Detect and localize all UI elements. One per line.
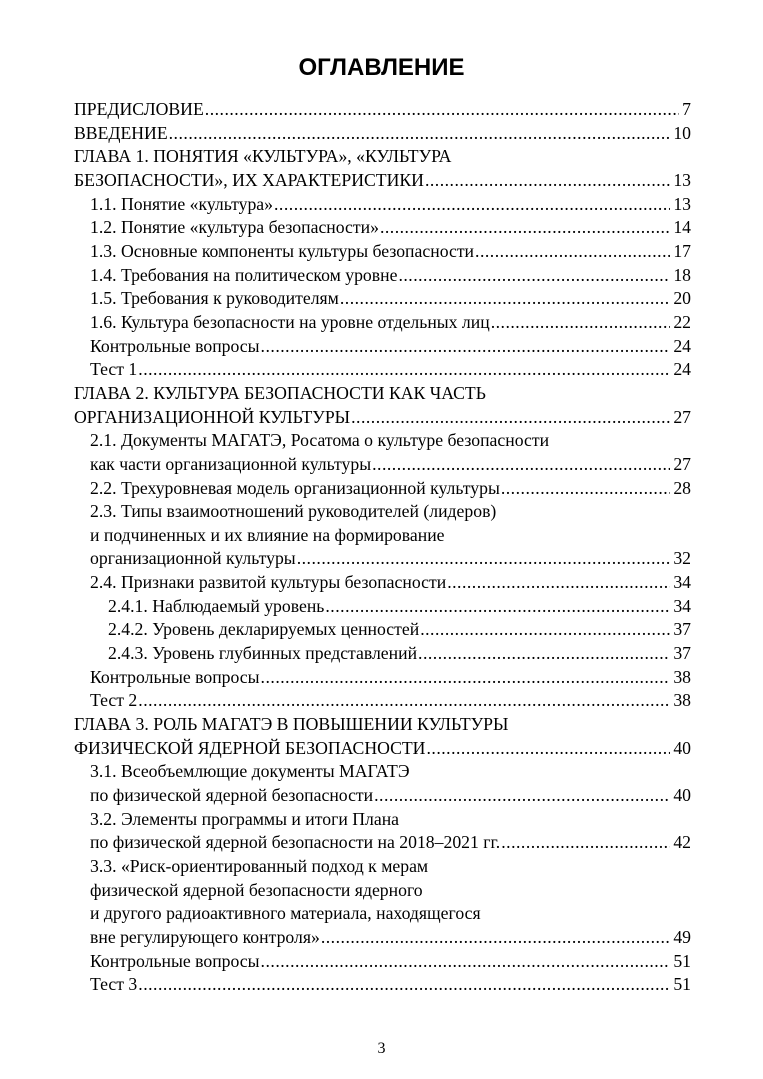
toc-entry-title: по физической ядерной безопасности: [90, 785, 374, 806]
toc-entry-section-1-5[interactable]: [74, 287, 691, 311]
dot-leader: [320, 926, 670, 950]
toc-entry-questions-1[interactable]: [74, 335, 691, 359]
toc-entry-section-1-2[interactable]: [74, 216, 691, 240]
toc-entry-section-3-2[interactable]: [74, 808, 691, 855]
dot-leader: [260, 950, 671, 974]
toc-entry-title: 1.6. Культура безопасности на уровне отдельных лиц: [90, 311, 490, 332]
dot-leader: [137, 689, 670, 713]
toc-page-number: 37: [673, 643, 691, 664]
toc-entry-title: Тест 1: [90, 359, 138, 380]
toc-entry-chapter-3[interactable]: [74, 713, 691, 760]
toc-page-number: 38: [673, 666, 691, 687]
toc-entry-title: Тест 3: [90, 974, 138, 995]
toc-entry-title: ПРЕДИСЛОВИЕ: [74, 99, 204, 119]
dot-leader: [417, 642, 670, 666]
toc-entry-title: и другого радиоактивного материала, находящегося: [90, 903, 481, 924]
toc-entry-title: ФИЗИЧЕСКОЙ ЯДЕРНОЙ БЕЗОПАСНОСТИ: [74, 737, 426, 758]
toc-entry-title: ГЛАВА 2. КУЛЬТУРА БЕЗОПАСНОСТИ КАК ЧАСТЬ: [74, 382, 486, 403]
toc-entry-questions-2[interactable]: [74, 666, 691, 690]
dot-leader: [339, 287, 670, 311]
toc-page-number: 10: [673, 122, 691, 143]
dot-leader: [350, 406, 670, 430]
dot-leader: [474, 240, 670, 264]
table-of-contents: [74, 98, 691, 997]
toc-entry-title: 3.1. Всеобъемлющие документы МАГАТЭ: [90, 761, 410, 782]
toc-page-number: 20: [673, 288, 691, 309]
dot-leader: [379, 216, 670, 240]
toc-entry-section-1-1[interactable]: [74, 193, 691, 217]
toc-entry-section-1-4[interactable]: [74, 264, 691, 288]
toc-entry-title: Контрольные вопросы: [90, 335, 260, 356]
dot-leader: [371, 453, 670, 477]
dot-leader: [137, 358, 670, 382]
toc-page-number: 27: [673, 406, 691, 427]
toc-entry-title: 1.4. Требования на политическом уровне: [90, 264, 398, 285]
toc-entry-title: 2.4. Признаки развитой культуры безопасности: [90, 572, 447, 593]
toc-entry-title: 1.1. Понятие «культура»: [90, 193, 273, 214]
toc-entry-title: 1.3. Основные компоненты культуры безопасности: [90, 240, 475, 261]
dot-leader: [324, 595, 670, 619]
dot-leader: [137, 973, 670, 997]
dot-leader: [260, 666, 671, 690]
dot-leader: [260, 335, 671, 359]
toc-entry-introduction[interactable]: [74, 122, 691, 146]
toc-page-number: 27: [673, 453, 691, 474]
dot-leader: [273, 193, 670, 217]
toc-entry-section-1-6[interactable]: [74, 311, 691, 335]
toc-entry-section-2-4-1[interactable]: [74, 595, 691, 619]
toc-entry-section-3-1[interactable]: [74, 760, 691, 807]
toc-entry-section-2-4-3[interactable]: [74, 642, 691, 666]
toc-entry-test-1[interactable]: [74, 358, 691, 382]
toc-page-number: 51: [673, 950, 691, 971]
page-number: 3: [377, 1040, 386, 1057]
dot-leader: [397, 264, 670, 288]
toc-entry-section-2-4[interactable]: [74, 571, 691, 595]
toc-page-number: 28: [673, 477, 691, 498]
toc-entry-section-2-4-2[interactable]: [74, 618, 691, 642]
toc-entry-title: ВВЕДЕНИЕ: [74, 122, 168, 143]
dot-leader: [419, 618, 670, 642]
toc-page-number: 24: [673, 359, 691, 380]
toc-entry-section-2-2[interactable]: [74, 477, 691, 501]
toc-entry-chapter-2[interactable]: [74, 382, 691, 429]
toc-entry-section-2-3[interactable]: [74, 500, 691, 571]
dot-leader: [500, 831, 670, 855]
toc-page-number: 37: [673, 619, 691, 640]
toc-entry-title: 3.3. «Риск-ориентированный подход к мерам: [90, 856, 429, 876]
toc-entry-questions-3[interactable]: [74, 950, 691, 974]
toc-entry-section-3-3[interactable]: [74, 855, 691, 950]
toc-page-number: 40: [673, 785, 691, 806]
dot-leader: [500, 477, 670, 501]
toc-page-number: 22: [673, 311, 691, 332]
toc-page-number: 13: [673, 169, 691, 190]
dot-leader: [424, 169, 670, 193]
toc-entry-title: как части организационной культуры: [90, 453, 372, 474]
toc-page-number: 17: [673, 240, 691, 261]
toc-entry-title: 2.3. Типы взаимоотношений руководителей (лидеров): [90, 501, 497, 522]
toc-entry-title: вне регулирующего контроля»: [90, 926, 320, 947]
toc-page-number: 38: [673, 690, 691, 711]
dot-leader: [425, 737, 670, 761]
dot-leader: [446, 571, 670, 595]
toc-entry-title: 2.2. Трехуровневая модель организационной культуры: [90, 477, 500, 498]
toc-entry-title: 2.4.3. Уровень глубинных представлений: [108, 643, 418, 664]
toc-page-number: 18: [673, 264, 691, 285]
toc-page-number: 13: [673, 193, 691, 214]
toc-page-number: 7: [682, 99, 691, 119]
toc-entry-title: 1.5. Требования к руководителям: [90, 288, 339, 309]
toc-entry-title: 1.2. Понятие «культура безопасности»: [90, 217, 379, 238]
toc-entry-title: ГЛАВА 1. ПОНЯТИЯ «КУЛЬТУРА», «КУЛЬТУРА: [74, 146, 452, 167]
toc-page-number: 32: [673, 548, 691, 569]
dot-leader: [168, 122, 671, 146]
toc-page-number: 42: [673, 832, 691, 853]
dot-leader: [296, 547, 671, 571]
toc-entry-preface[interactable]: [74, 98, 691, 122]
dot-leader: [204, 98, 679, 122]
toc-entry-chapter-1[interactable]: [74, 145, 691, 192]
toc-entry-title: ОРГАНИЗАЦИОННОЙ КУЛЬТУРЫ: [74, 406, 351, 427]
toc-entry-test-2[interactable]: [74, 689, 691, 713]
toc-entry-title: по физической ядерной безопасности на 2018–2021 гг.: [90, 832, 501, 853]
toc-entry-title: Контрольные вопросы: [90, 950, 260, 971]
toc-page-number: 40: [673, 737, 691, 758]
toc-entry-title: 3.2. Элементы программы и итоги Плана: [90, 808, 400, 829]
toc-entry-title: и подчиненных и их влияние на формирование: [90, 524, 445, 545]
toc-entry-title: физической ядерной безопасности ядерного: [90, 879, 423, 900]
toc-page-number: 51: [673, 974, 691, 995]
toc-entry-title: Тест 2: [90, 690, 138, 711]
toc-page-number: 34: [673, 595, 691, 616]
toc-entry-section-2-1[interactable]: [74, 429, 691, 476]
toc-page-number: 14: [673, 217, 691, 238]
toc-page-number: 34: [673, 572, 691, 593]
toc-entry-section-1-3[interactable]: [74, 240, 691, 264]
dot-leader: [490, 311, 671, 335]
toc-entry-title: 2.4.1. Наблюдаемый уровень: [108, 595, 325, 616]
toc-page-number: 24: [673, 335, 691, 356]
toc-page-number: 49: [673, 926, 691, 947]
toc-entry-title: БЕЗОПАСНОСТИ», ИХ ХАРАКТЕРИСТИКИ: [74, 169, 424, 190]
toc-entry-title: 2.1. Документы МАГАТЭ, Росатома о культуре безопасности: [90, 430, 550, 451]
toc-entry-title: организационной культуры: [90, 548, 296, 569]
dot-leader: [373, 784, 670, 808]
toc-entry-title: Контрольные вопросы: [90, 666, 260, 687]
toc-entry-title: 2.4.2. Уровень декларируемых ценностей: [108, 619, 420, 640]
toc-entry-test-3[interactable]: [74, 973, 691, 997]
toc-entry-title: ГЛАВА 3. РОЛЬ МАГАТЭ В ПОВЫШЕНИИ КУЛЬТУРЫ: [74, 714, 509, 735]
page-title: ОГЛАВЛЕНИЕ: [298, 54, 465, 81]
